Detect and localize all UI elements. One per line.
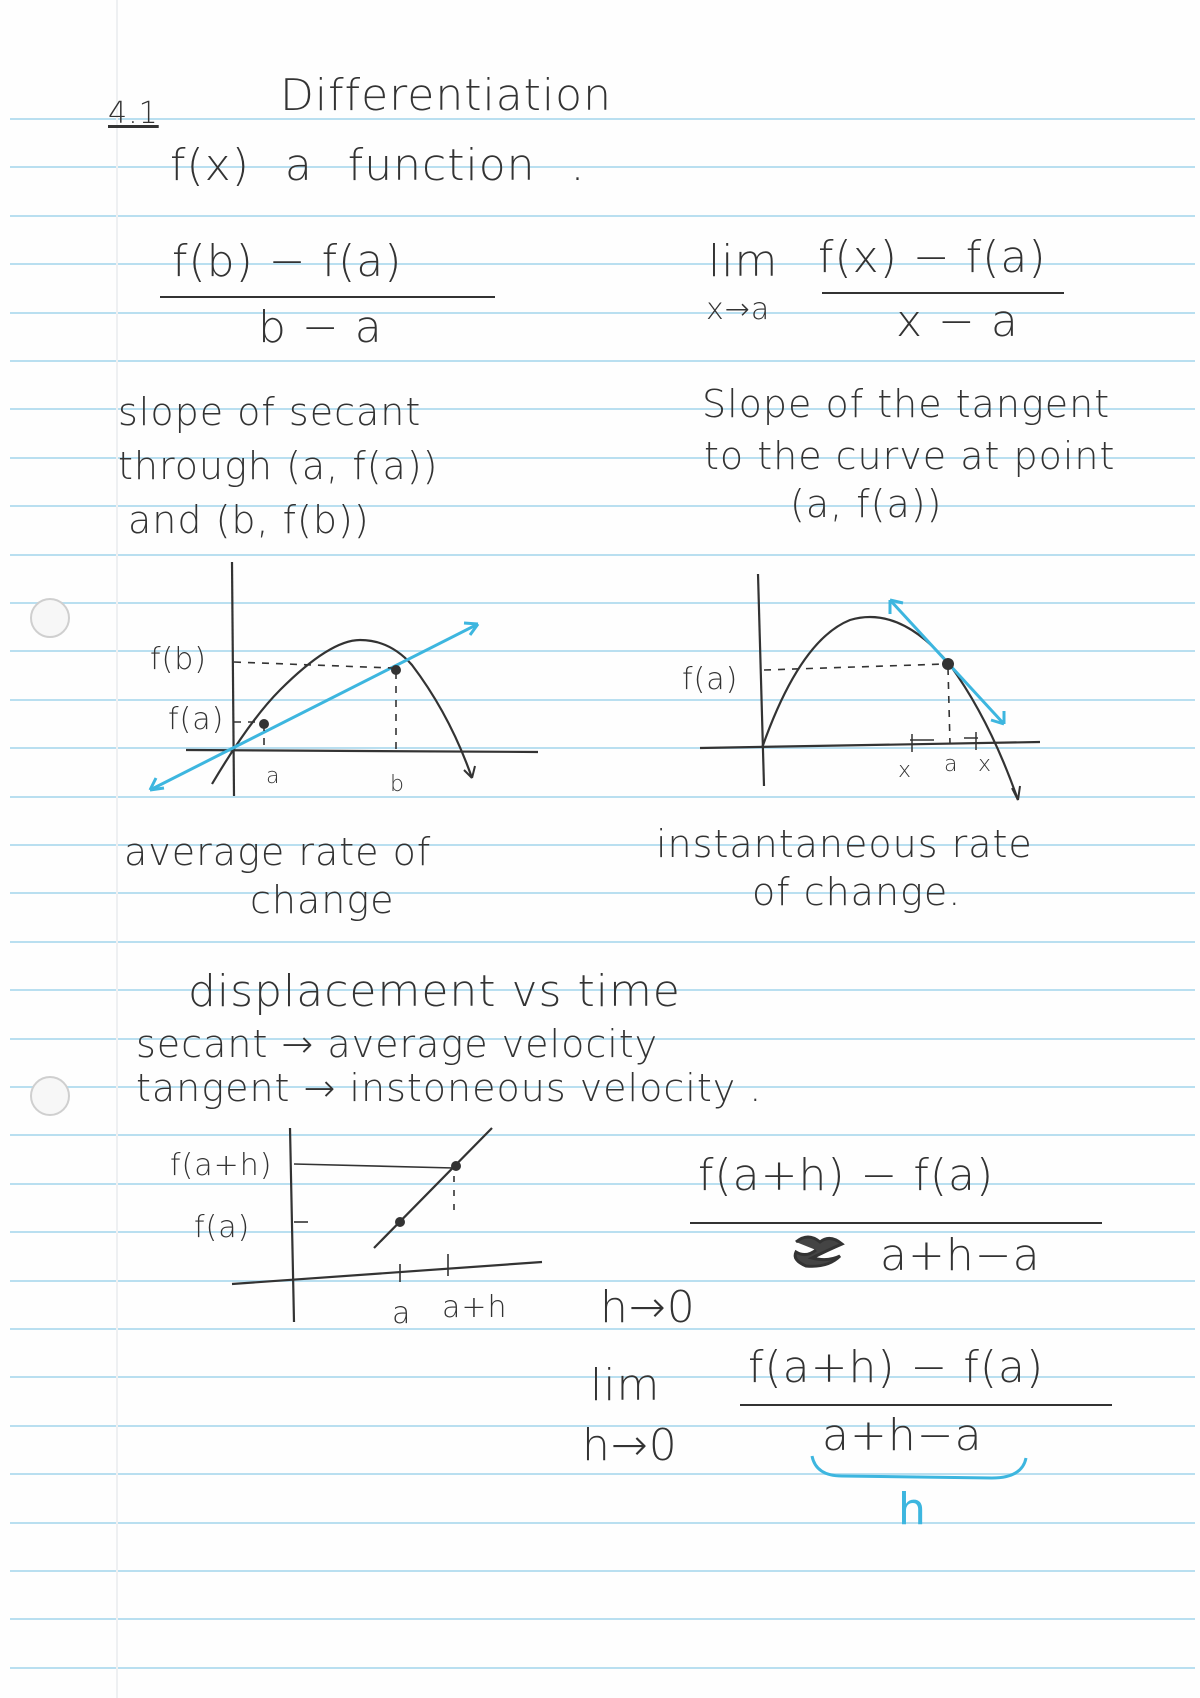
graph2-tick-x2: x — [978, 752, 993, 777]
graph2-caption-2: of change. — [752, 870, 962, 914]
intro-line: f(x) a function . — [170, 140, 586, 191]
tangent-desc-2: to the curve at point — [704, 434, 1116, 478]
graph1-caption-2: change — [250, 878, 395, 922]
graph2-tick-x1: x — [898, 758, 913, 783]
section-number: 4.1 — [108, 96, 159, 131]
secant-denominator: b − a — [258, 302, 383, 353]
graph2-caption-1: instantaneous rate — [656, 822, 1033, 866]
page-title: Differentiation — [280, 70, 612, 121]
graph2-label-fa: f(a) — [682, 662, 739, 697]
limit-lim: lim — [590, 1360, 661, 1411]
secant-numerator: f(b) − f(a) — [172, 236, 403, 287]
graph1-label-fb: f(b) — [150, 642, 208, 677]
tangent-lim-sub: x→a — [706, 292, 771, 327]
secant-desc-3: and (b, f(b)) — [128, 498, 370, 542]
graph1-tick-a: a — [266, 764, 281, 789]
tangent-denominator: x − a — [896, 296, 1019, 347]
physics-line-1: displacement vs time — [188, 966, 681, 1017]
dq-denominator: a+h−a — [880, 1230, 1041, 1281]
physics-line-2: secant → average velocity — [136, 1022, 659, 1066]
tangent-lim: lim — [708, 236, 779, 287]
graph3-tick-ah: a+h — [442, 1290, 508, 1325]
graph3-tick-a: a — [392, 1296, 412, 1331]
limit-numerator: f(a+h) − f(a) — [748, 1342, 1045, 1393]
graph1-tick-b: b — [390, 772, 405, 797]
graph1-caption-1: average rate of — [124, 830, 432, 874]
graph3-label-fah: f(a+h) — [170, 1148, 273, 1183]
graph2-tick-a: a — [944, 752, 959, 777]
limit-simplified: h — [898, 1484, 927, 1535]
tangent-desc-3: (a, f(a)) — [790, 482, 943, 526]
physics-line-3: tangent → instoneous velocity . — [136, 1066, 763, 1110]
graph3-label-fa: f(a) — [194, 1210, 251, 1245]
dq-numerator: f(a+h) − f(a) — [698, 1150, 995, 1201]
secant-desc-2: through (a, f(a)) — [118, 444, 439, 488]
dq-limit-note: h→0 — [600, 1282, 696, 1333]
limit-lim-sub: h→0 — [582, 1420, 678, 1471]
graph1-label-fa: f(a) — [168, 702, 225, 737]
tangent-numerator: f(x) − f(a) — [818, 232, 1047, 283]
tangent-desc-1: Slope of the tangent — [702, 382, 1111, 426]
secant-desc-1: slope of secant — [118, 390, 422, 434]
limit-denominator: a+h−a — [822, 1410, 983, 1461]
